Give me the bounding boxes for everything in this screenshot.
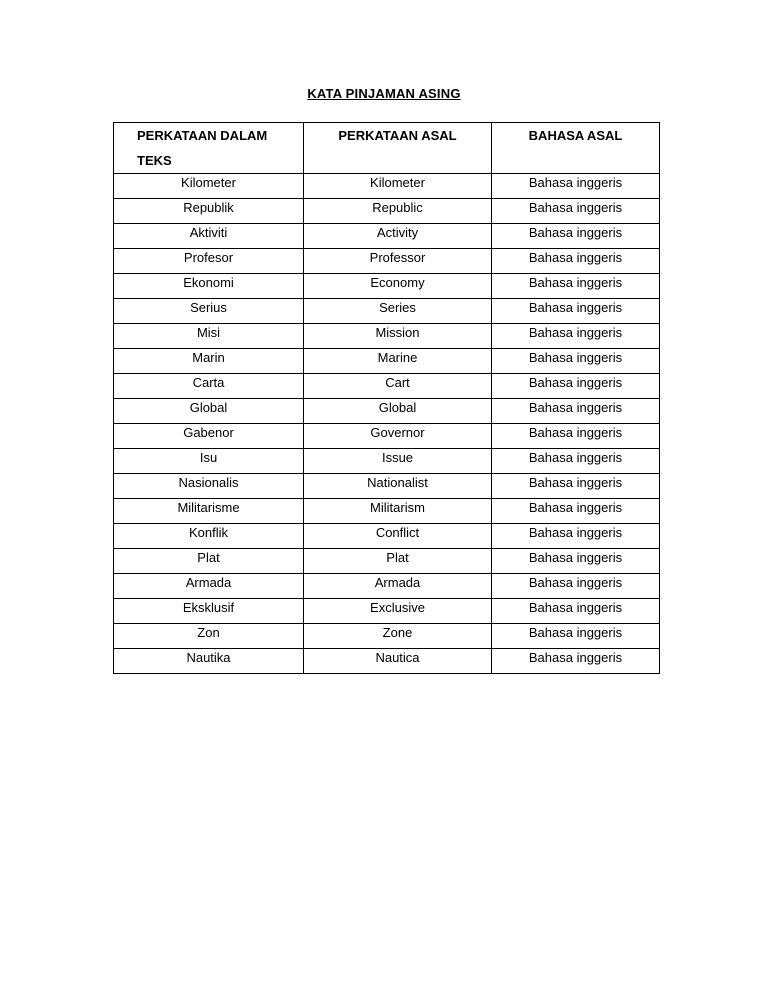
cell-origin-word: Nationalist bbox=[304, 474, 492, 499]
cell-origin-word: Mission bbox=[304, 324, 492, 349]
cell-origin-word: Issue bbox=[304, 449, 492, 474]
table-row bbox=[114, 474, 660, 499]
table-row bbox=[114, 299, 660, 324]
table-row bbox=[114, 374, 660, 399]
cell-text-word: Republik bbox=[114, 199, 304, 224]
header-text-word: PERKATAAN DALAM TEKS bbox=[114, 123, 304, 174]
cell-text-word: Serius bbox=[114, 299, 304, 324]
header-origin-language: BAHASA ASAL bbox=[492, 123, 660, 174]
table-row bbox=[114, 549, 660, 574]
cell-text-word: Nautika bbox=[114, 649, 304, 674]
table-body bbox=[114, 174, 660, 674]
cell-origin-word: Professor bbox=[304, 249, 492, 274]
cell-text-word: Konflik bbox=[114, 524, 304, 549]
cell-origin-language: Bahasa inggeris bbox=[492, 424, 660, 449]
cell-origin-language: Bahasa inggeris bbox=[492, 274, 660, 299]
cell-origin-language: Bahasa inggeris bbox=[492, 399, 660, 424]
cell-text-word: Gabenor bbox=[114, 424, 304, 449]
cell-origin-word: Plat bbox=[304, 549, 492, 574]
cell-text-word: Marin bbox=[114, 349, 304, 374]
cell-origin-language: Bahasa inggeris bbox=[492, 524, 660, 549]
cell-origin-language: Bahasa inggeris bbox=[492, 299, 660, 324]
cell-text-word: Aktiviti bbox=[114, 224, 304, 249]
cell-text-word: Plat bbox=[114, 549, 304, 574]
cell-origin-word: Governor bbox=[304, 424, 492, 449]
cell-text-word: Zon bbox=[114, 624, 304, 649]
table-row bbox=[114, 274, 660, 299]
cell-text-word: Isu bbox=[114, 449, 304, 474]
cell-origin-language: Bahasa inggeris bbox=[492, 324, 660, 349]
cell-origin-language: Bahasa inggeris bbox=[492, 224, 660, 249]
cell-origin-word: Nautica bbox=[304, 649, 492, 674]
cell-origin-word: Activity bbox=[304, 224, 492, 249]
cell-origin-language: Bahasa inggeris bbox=[492, 624, 660, 649]
cell-origin-word: Republic bbox=[304, 199, 492, 224]
loanword-table bbox=[113, 122, 660, 674]
cell-text-word: Global bbox=[114, 399, 304, 424]
cell-text-word: Nasionalis bbox=[114, 474, 304, 499]
cell-origin-word: Conflict bbox=[304, 524, 492, 549]
cell-origin-language: Bahasa inggeris bbox=[492, 649, 660, 674]
cell-origin-language: Bahasa inggeris bbox=[492, 349, 660, 374]
cell-origin-word: Cart bbox=[304, 374, 492, 399]
cell-origin-language: Bahasa inggeris bbox=[492, 499, 660, 524]
table-row bbox=[114, 424, 660, 449]
cell-origin-language: Bahasa inggeris bbox=[492, 599, 660, 624]
cell-origin-word: Economy bbox=[304, 274, 492, 299]
cell-origin-language: Bahasa inggeris bbox=[492, 374, 660, 399]
table-row bbox=[114, 524, 660, 549]
table-header-row bbox=[114, 123, 660, 174]
table-row bbox=[114, 399, 660, 424]
cell-origin-language: Bahasa inggeris bbox=[492, 174, 660, 199]
table-row bbox=[114, 199, 660, 224]
cell-text-word: Profesor bbox=[114, 249, 304, 274]
cell-origin-language: Bahasa inggeris bbox=[492, 574, 660, 599]
cell-origin-word: Marine bbox=[304, 349, 492, 374]
cell-origin-language: Bahasa inggeris bbox=[492, 449, 660, 474]
cell-origin-word: Armada bbox=[304, 574, 492, 599]
cell-origin-language: Bahasa inggeris bbox=[492, 549, 660, 574]
cell-text-word: Militarisme bbox=[114, 499, 304, 524]
document-title: KATA PINJAMAN ASING bbox=[307, 86, 461, 101]
cell-text-word: Misi bbox=[114, 324, 304, 349]
table-row bbox=[114, 324, 660, 349]
cell-text-word: Kilometer bbox=[114, 174, 304, 199]
table-row bbox=[114, 649, 660, 674]
table-row bbox=[114, 449, 660, 474]
table-row bbox=[114, 574, 660, 599]
cell-text-word: Eksklusif bbox=[114, 599, 304, 624]
header-origin-word: PERKATAAN ASAL bbox=[304, 123, 492, 174]
cell-text-word: Armada bbox=[114, 574, 304, 599]
cell-origin-language: Bahasa inggeris bbox=[492, 474, 660, 499]
cell-origin-word: Zone bbox=[304, 624, 492, 649]
table-row bbox=[114, 499, 660, 524]
table-row bbox=[114, 174, 660, 199]
cell-origin-word: Militarism bbox=[304, 499, 492, 524]
cell-origin-language: Bahasa inggeris bbox=[492, 199, 660, 224]
cell-origin-word: Kilometer bbox=[304, 174, 492, 199]
cell-origin-word: Series bbox=[304, 299, 492, 324]
cell-text-word: Carta bbox=[114, 374, 304, 399]
table-row bbox=[114, 349, 660, 374]
cell-origin-word: Exclusive bbox=[304, 599, 492, 624]
table-row bbox=[114, 599, 660, 624]
cell-text-word: Ekonomi bbox=[114, 274, 304, 299]
cell-origin-word: Global bbox=[304, 399, 492, 424]
table-row bbox=[114, 624, 660, 649]
table-row bbox=[114, 224, 660, 249]
table-row bbox=[114, 249, 660, 274]
cell-origin-language: Bahasa inggeris bbox=[492, 249, 660, 274]
